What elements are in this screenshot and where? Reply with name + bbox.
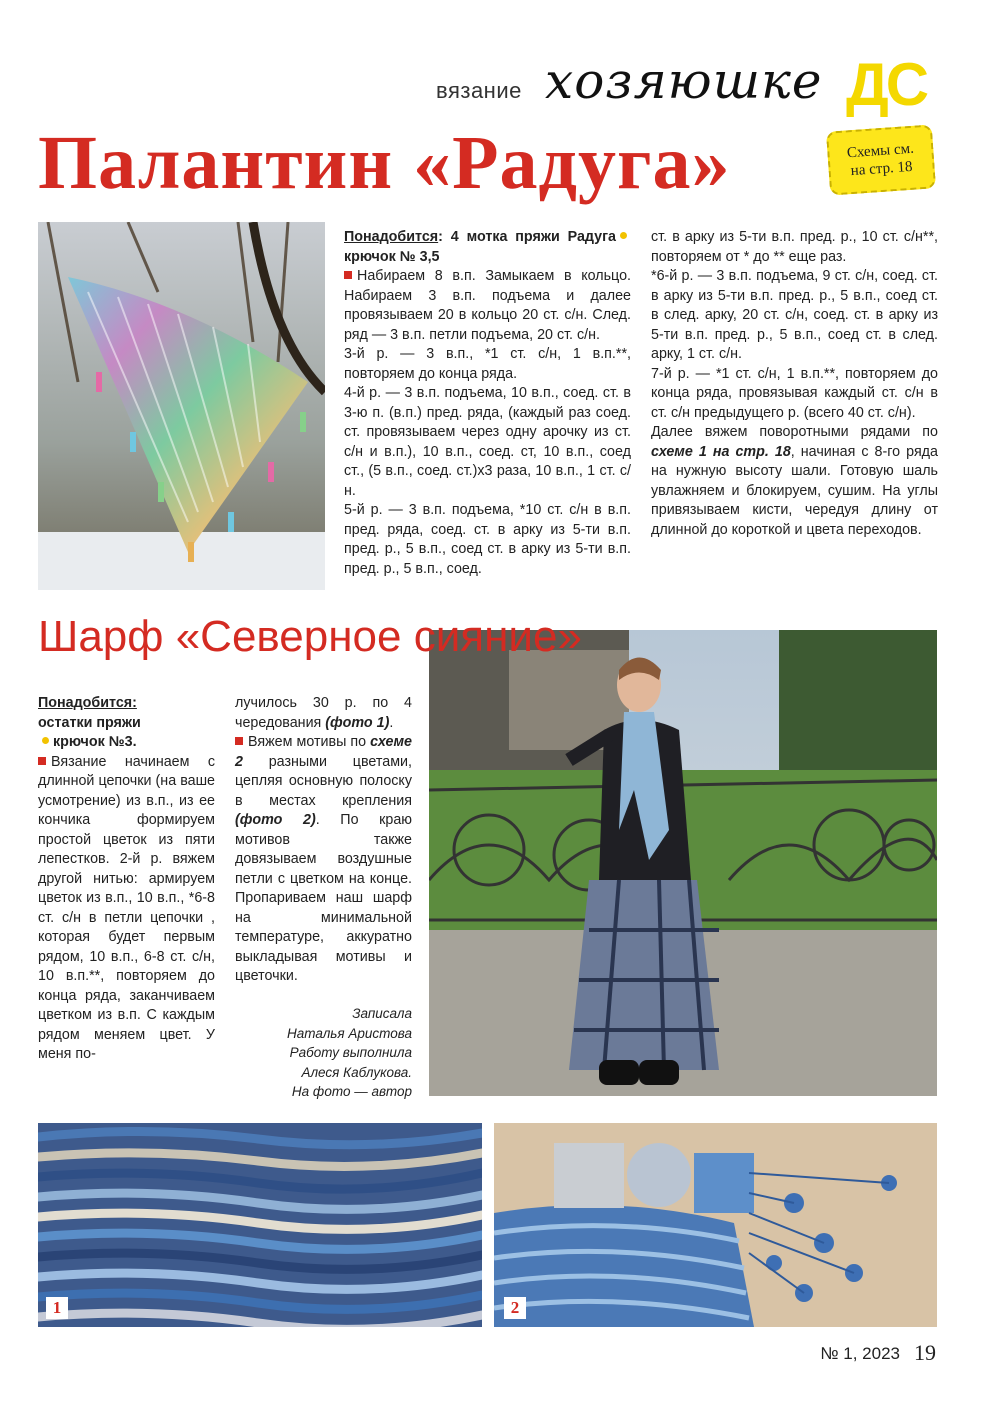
scheme-reference-badge bbox=[826, 124, 936, 195]
hook-size: крючок № 3,5 bbox=[344, 248, 440, 265]
rubric-title: хозяюшке bbox=[545, 52, 823, 110]
author-signature: Записала Наталья Аристова Работу выполнила Алеся Каблукова. На фото — автор bbox=[286, 1006, 412, 1099]
instruction-paragraph: Вяжем мотивы по схеме 2 разными цветами, цепляя основную полоску в местах крепления (фото 2). По краю мотивов также довязываем воздушные петли с цветком на конце. Пропариваем наш шарф на минимальной температуре, аккуратно выкладывая мотивы и цветочки. bbox=[235, 734, 412, 984]
square-bullet-icon bbox=[344, 271, 352, 279]
badge-line-2: на стр. 18 bbox=[850, 158, 914, 180]
article2-title: Шарф «Северное сияние» bbox=[38, 612, 582, 661]
article1-column-1 bbox=[344, 228, 631, 579]
materials-paragraph bbox=[344, 228, 631, 267]
photo-number-1: 1 bbox=[46, 1297, 68, 1319]
instruction-paragraph: *6-й р. — 3 в.п. подъема, 9 ст. с/н, соед. ст. в арку из 5-ти в.п. пред. р., 5 в.п., соед ст. в след. арку, 20 ст. с/н, соед. ст. в арку из 5-ти в.п. пред. р., 5 в.п., соед ст. в след. арку, 1 ст. с/н. bbox=[651, 268, 938, 362]
article-title: Палантин «Радуга» bbox=[38, 121, 731, 205]
materials-label: Понадобится: bbox=[38, 695, 137, 711]
photo-reference-1: (фото 1) bbox=[325, 714, 390, 731]
article1-column-2 bbox=[651, 228, 938, 540]
scheme-reference: схеме 2 bbox=[235, 734, 412, 770]
instruction-paragraph: ст. в арку из 5-ти в.п. пред. р., 10 ст. с/н**, повторяем от * до ** еще раз. bbox=[651, 229, 938, 265]
materials-label: Понадобится bbox=[344, 229, 439, 245]
hook-size: крючок №3. bbox=[38, 733, 215, 753]
instruction-paragraph: Вязание начинаем с длинной цепочки (на ваше усмотрение) из в.п., из ее кончика формируем простой цветок из пяти лепестков. 2-й р. вяжем другой нитью: армируем цветок из в.п., 10 в.п., *6-8 ст. с/н в петли цепочки , которая будет первым рядом, 10 в.п., 6-8 ст. с/н, 10 в.п.**, повторяем до конца ряда, заканчиваем цветком из в.п. С каждым рядом меняем цвет. У меня по- bbox=[38, 753, 215, 1062]
badge-line-1: Схемы см. bbox=[846, 140, 915, 162]
scheme-reference: схеме 1 на стр. 18 bbox=[651, 443, 791, 460]
scarf-author-photo bbox=[429, 630, 937, 1096]
bullet-dot-icon bbox=[42, 737, 49, 744]
magazine-logo: ДС bbox=[846, 51, 927, 118]
page-number: 19 bbox=[914, 1340, 936, 1365]
photo-1-scarf-detail bbox=[38, 1123, 482, 1327]
instruction-paragraph: лучилось 30 р. по 4 чередования (фото 1). bbox=[235, 695, 412, 731]
instruction-paragraph: Далее вяжем поворотными рядами по схеме 1 на стр. 18, начиная с 8-го ряда на нужную высоту шали. Готовую шаль увлажняем и блокируем, сушим. На углы привязываем кисти, чередуя длину от длинной до короткой и цвета переходов. bbox=[651, 424, 938, 538]
instruction-paragraph: 5-й р. — 3 в.п. подъема, *10 ст. с/н в в.п. пред. ряда, соед. ст. в арку из 5-ти в.п. пред. р., 5 в.п., соед ст. в арку из 5-ти в.п. пред. р., 5 в.п., соед. bbox=[344, 502, 631, 577]
rubric-label: вязание bbox=[436, 78, 522, 103]
instruction-paragraph: Набираем 8 в.п. Замыкаем в кольцо. Набираем 3 в.п. подъема и далее провязываем 20 в кольцо 20 ст. с/н. След. ряд — 3 в.п. петли подъема, 20 ст. с/н. bbox=[344, 268, 631, 343]
article2-column-2 bbox=[235, 694, 412, 987]
materials-text: : 4 мотка пряжи Радуга bbox=[438, 229, 616, 245]
shawl-photo bbox=[38, 222, 325, 590]
issue-number: № 1, 2023 bbox=[820, 1344, 900, 1363]
square-bullet-icon bbox=[235, 737, 243, 745]
bullet-dot-icon bbox=[620, 232, 627, 239]
photo-number-2: 2 bbox=[504, 1297, 526, 1319]
photo-2-motifs-detail bbox=[494, 1123, 937, 1327]
article2-column-1 bbox=[38, 694, 215, 1065]
instruction-paragraph: 3-й р. — 3 в.п., *1 ст. с/н, 1 в.п.**, повторяем до конца ряда. bbox=[344, 346, 631, 382]
instruction-paragraph: 4-й р. — 3 в.п. подъема, 10 в.п., соед. ст. в 3-ю п. (в.п.) пред. ряда, (каждый раз соед. ст. провязываем через одну арочку из ст. с/н и в.п.), 10 в.п., соед. ст, 10 в.п., соед ст., (5 в.п., соед. ст.)х3 раза, 10 в.п., 1 ст. с/н. bbox=[344, 385, 631, 499]
instruction-paragraph: 7-й р. — *1 ст. с/н, 1 в.п.**, повторяем до конца ряда, провязывая каждый ст. с/н в ст. с/н предыдущего р. (всего 40 ст. с/н). bbox=[651, 365, 938, 421]
photo-reference-2: (фото 2) bbox=[235, 812, 316, 828]
square-bullet-icon bbox=[38, 757, 46, 765]
materials-text: остатки пряжи bbox=[38, 714, 141, 731]
